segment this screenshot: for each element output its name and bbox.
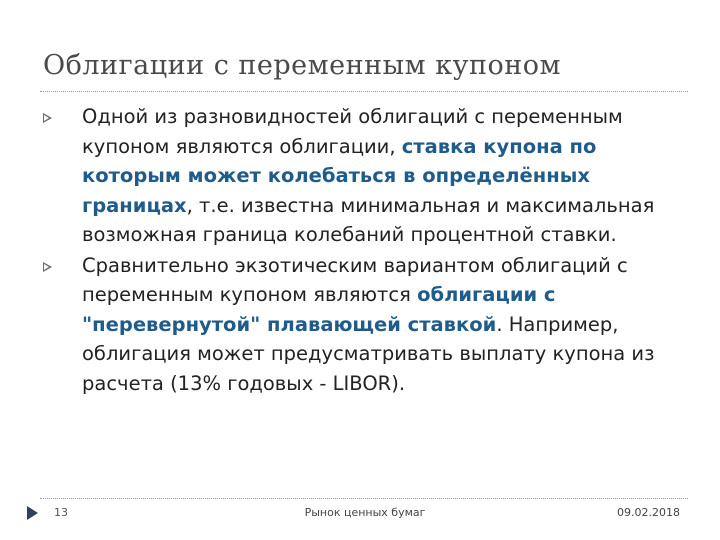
bullet-text: [82, 105, 654, 246]
bullet-text-plain: Одной из разновидностей облигаций с переменным купоном являются облигации,: [82, 105, 623, 158]
arrow-bullet-icon: [43, 262, 52, 272]
bullet-text-plain: Сравнительно экзотическим вариантом облигаций с переменным купоном являются: [82, 253, 628, 306]
bullet-item: [40, 102, 680, 250]
bullet-text-plain: , т.е. известна минимальная и максимальная возможная граница колебаний процентной ставки.: [82, 193, 655, 246]
slide-marker-icon: [27, 506, 38, 520]
bullet-text-plain: . Например, облигация может предусматривать выплату купона из расчета (13% годовых - LIBOR).: [82, 312, 655, 395]
bullet-item: [40, 251, 680, 399]
slide-title: Облигации с переменным купоном: [43, 50, 561, 81]
arrow-bullet-icon: [43, 113, 52, 123]
footer-divider: [40, 498, 688, 499]
footer-title: Рынок ценных бумаг: [304, 506, 426, 519]
slide-number: 13: [54, 506, 68, 519]
slide-body: [40, 102, 680, 399]
bullet-text: [82, 254, 654, 395]
bullet-text-highlight: облигации с "перевернутой" плавающей ставкой: [82, 283, 556, 336]
bullet-text-highlight: ставка купона по которым может колебаться в определённых границах: [82, 134, 597, 217]
title-divider: [40, 91, 688, 92]
footer-date: 09.02.2018: [617, 506, 680, 519]
